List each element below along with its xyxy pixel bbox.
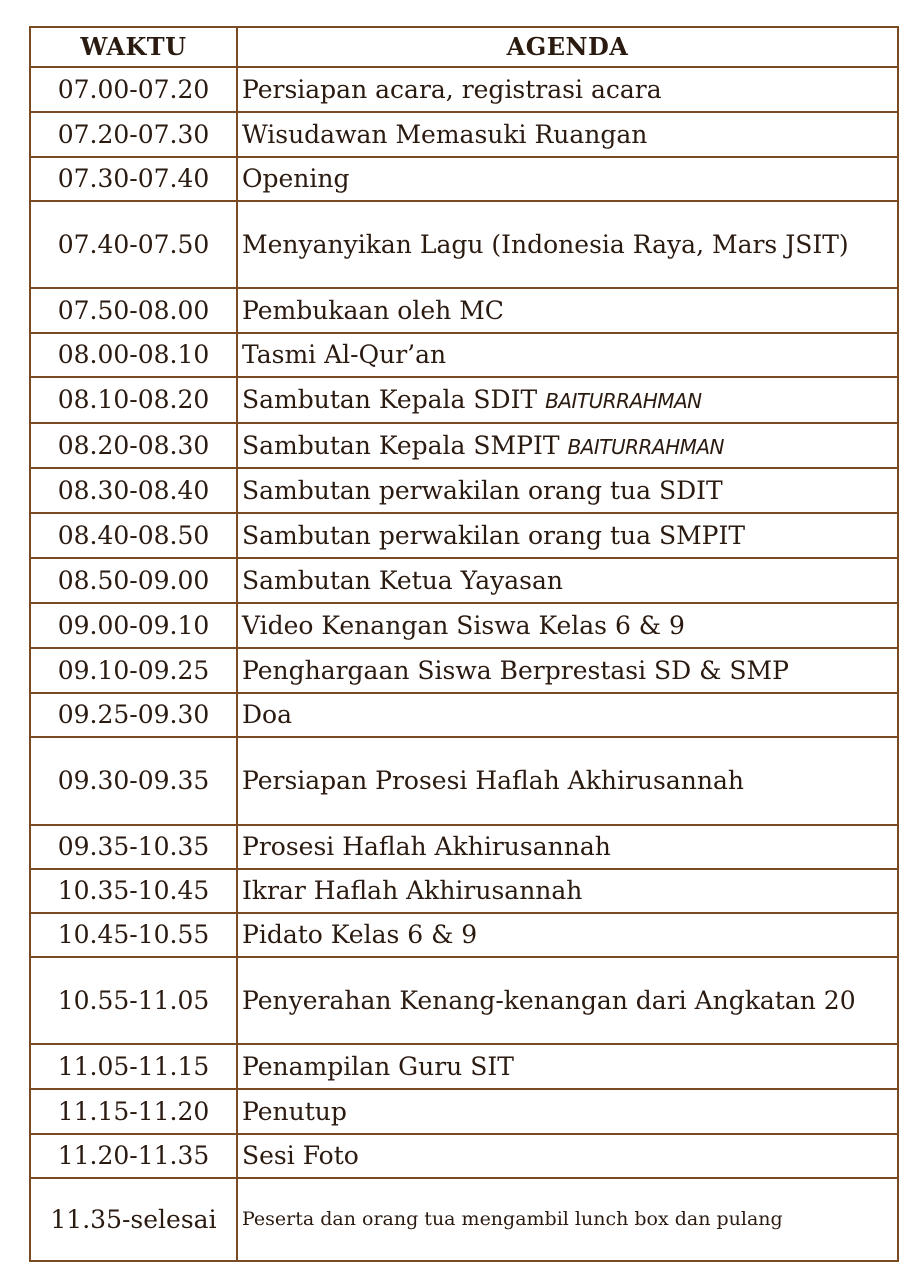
table-row [30, 693, 898, 737]
agenda-cell: Peserta dan orang tua mengambil lunch box dan pulang [237, 1178, 898, 1261]
time-cell: 10.55-11.05 [30, 957, 237, 1044]
school-brand: BAITURRAHMAN [545, 389, 702, 413]
table-row [30, 869, 898, 913]
header-time: WAKTU [30, 27, 237, 67]
table-row [30, 333, 898, 377]
agenda-cell: Persiapan Prosesi Haflah Akhirusannah [237, 737, 898, 825]
time-cell: 07.00-07.20 [30, 67, 237, 112]
table-row [30, 288, 898, 333]
agenda-cell: Doa [237, 693, 898, 737]
time-cell: 10.35-10.45 [30, 869, 237, 913]
agenda-cell: Penghargaan Siswa Berprestasi SD & SMP [237, 648, 898, 693]
agenda-cell: Persiapan acara, registrasi acara [237, 67, 898, 112]
table-row [30, 67, 898, 112]
agenda-cell: Penampilan Guru SIT [237, 1044, 898, 1089]
time-cell: 11.20-11.35 [30, 1134, 237, 1178]
table-row [30, 1044, 898, 1089]
header-agenda: AGENDA [237, 27, 898, 67]
table-row [30, 957, 898, 1044]
agenda-cell: Penyerahan Kenang-kenangan dari Angkatan 20 [237, 957, 898, 1044]
time-cell: 08.00-08.10 [30, 333, 237, 377]
agenda-cell: Video Kenangan Siswa Kelas 6 & 9 [237, 603, 898, 648]
time-cell: 08.20-08.30 [30, 423, 237, 468]
time-cell: 08.50-09.00 [30, 558, 237, 603]
time-cell: 11.05-11.15 [30, 1044, 237, 1089]
time-cell: 09.35-10.35 [30, 825, 237, 869]
agenda-cell [237, 423, 898, 468]
agenda-cell: Sesi Foto [237, 1134, 898, 1178]
time-cell: 09.10-09.25 [30, 648, 237, 693]
agenda-cell: Sambutan Ketua Yayasan [237, 558, 898, 603]
time-cell: 08.30-08.40 [30, 468, 237, 513]
time-cell: 09.30-09.35 [30, 737, 237, 825]
table-row [30, 1089, 898, 1134]
table-row [30, 737, 898, 825]
agenda-cell: Pembukaan oleh MC [237, 288, 898, 333]
table-row [30, 1134, 898, 1178]
time-cell: 08.10-08.20 [30, 377, 237, 423]
agenda-cell: Tasmi Al-Qur’an [237, 333, 898, 377]
agenda-cell: Wisudawan Memasuki Ruangan [237, 112, 898, 157]
agenda-cell: Sambutan perwakilan orang tua SDIT [237, 468, 898, 513]
table-row [30, 112, 898, 157]
agenda-cell: Prosesi Haflah Akhirusannah [237, 825, 898, 869]
time-cell: 11.15-11.20 [30, 1089, 237, 1134]
table-row [30, 913, 898, 957]
table-row [30, 201, 898, 288]
time-cell: 09.00-09.10 [30, 603, 237, 648]
agenda-cell: Sambutan perwakilan orang tua SMPIT [237, 513, 898, 558]
agenda-cell: Opening [237, 157, 898, 201]
time-cell: 07.50-08.00 [30, 288, 237, 333]
agenda-cell: Pidato Kelas 6 & 9 [237, 913, 898, 957]
time-cell: 09.25-09.30 [30, 693, 237, 737]
time-cell: 07.20-07.30 [30, 112, 237, 157]
table-row [30, 157, 898, 201]
school-brand: BAITURRAHMAN [567, 434, 725, 459]
time-cell: 08.40-08.50 [30, 513, 237, 558]
table-row [30, 423, 898, 468]
agenda-cell [237, 377, 898, 423]
table-row [30, 825, 898, 869]
table-row [30, 468, 898, 513]
table-row [30, 377, 898, 423]
table-row [30, 648, 898, 693]
time-cell: 11.35-selesai [30, 1178, 237, 1261]
time-cell: 07.30-07.40 [30, 157, 237, 201]
agenda-table [29, 26, 899, 1262]
table-row [30, 513, 898, 558]
header-row [30, 27, 898, 67]
agenda-text: Sambutan Kepala SMPIT [242, 430, 560, 460]
agenda-text: Sambutan Kepala SDIT [242, 385, 538, 414]
table-row [30, 1178, 898, 1261]
agenda-cell: Menyanyikan Lagu (Indonesia Raya, Mars JSIT) [237, 201, 898, 288]
table-row [30, 603, 898, 648]
table-row [30, 558, 898, 603]
time-cell: 10.45-10.55 [30, 913, 237, 957]
agenda-cell: Ikrar Haflah Akhirusannah [237, 869, 898, 913]
time-cell: 07.40-07.50 [30, 201, 237, 288]
agenda-cell: Penutup [237, 1089, 898, 1134]
